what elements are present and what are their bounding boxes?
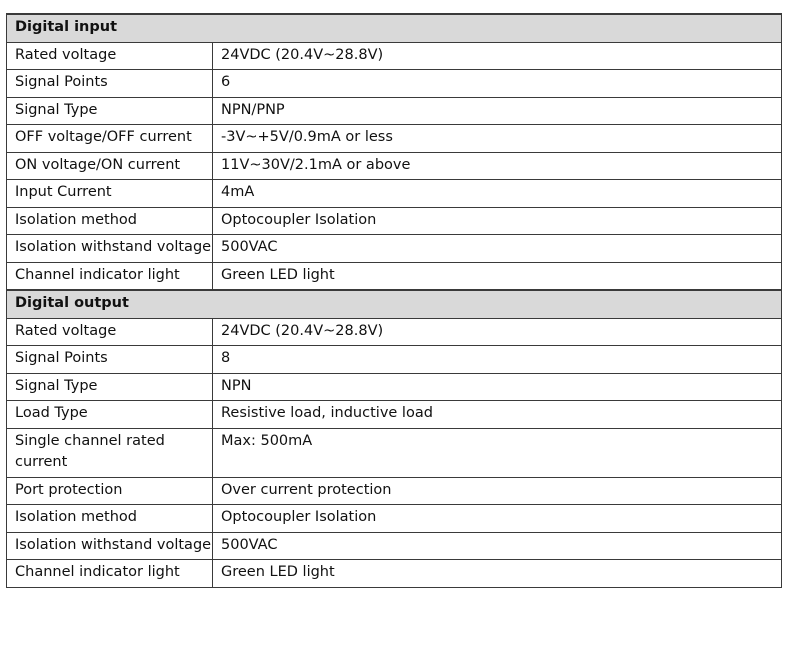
- section-title: Digital output: [7, 290, 782, 318]
- row-label: Signal Points: [7, 70, 213, 98]
- row-label: Channel indicator light: [7, 560, 213, 588]
- row-value: 500VAC: [213, 532, 782, 560]
- table-row: [7, 532, 782, 560]
- row-label: Isolation method: [7, 207, 213, 235]
- row-value: NPN: [213, 373, 782, 401]
- section-header-digital-input: [7, 14, 782, 42]
- table-row: [7, 70, 782, 98]
- row-label: Rated voltage: [7, 42, 213, 70]
- row-value: Resistive load, inductive load: [213, 401, 782, 429]
- table-row: [7, 346, 782, 374]
- table-row: [7, 97, 782, 125]
- table-row: [7, 428, 782, 477]
- table-row: [7, 42, 782, 70]
- row-label: Isolation withstand voltage: [7, 235, 213, 263]
- row-label: Isolation method: [7, 505, 213, 533]
- row-value: Max: 500mA: [213, 428, 782, 477]
- spec-table: [6, 13, 782, 588]
- row-value: 24VDC (20.4V~28.8V): [213, 42, 782, 70]
- table-row: [7, 180, 782, 208]
- table-row: [7, 560, 782, 588]
- table-row: [7, 373, 782, 401]
- row-label: Isolation withstand voltage: [7, 532, 213, 560]
- row-value: 500VAC: [213, 235, 782, 263]
- row-value: Green LED light: [213, 262, 782, 290]
- table-row: [7, 235, 782, 263]
- table-row: [7, 207, 782, 235]
- row-label: Load Type: [7, 401, 213, 429]
- table-row: [7, 125, 782, 153]
- row-value: 4mA: [213, 180, 782, 208]
- row-label: Single channel rated current: [7, 428, 213, 477]
- row-label: ON voltage/ON current: [7, 152, 213, 180]
- row-label: Channel indicator light: [7, 262, 213, 290]
- table-row: [7, 318, 782, 346]
- row-label: Rated voltage: [7, 318, 213, 346]
- row-label: Input Current: [7, 180, 213, 208]
- row-value: 24VDC (20.4V~28.8V): [213, 318, 782, 346]
- table-row: [7, 262, 782, 290]
- table-row: [7, 505, 782, 533]
- row-value: -3V~+5V/0.9mA or less: [213, 125, 782, 153]
- row-label: Signal Type: [7, 373, 213, 401]
- row-label: Signal Points: [7, 346, 213, 374]
- row-label: OFF voltage/OFF current: [7, 125, 213, 153]
- section-header-digital-output: [7, 290, 782, 318]
- row-value: Optocoupler Isolation: [213, 505, 782, 533]
- table-row: [7, 401, 782, 429]
- spec-table-body: [7, 14, 782, 587]
- row-label: Signal Type: [7, 97, 213, 125]
- section-title: Digital input: [7, 14, 782, 42]
- row-label: Port protection: [7, 477, 213, 505]
- row-value: 11V~30V/2.1mA or above: [213, 152, 782, 180]
- row-value: 8: [213, 346, 782, 374]
- row-value: Over current protection: [213, 477, 782, 505]
- row-value: NPN/PNP: [213, 97, 782, 125]
- table-row: [7, 477, 782, 505]
- row-value: Green LED light: [213, 560, 782, 588]
- row-value: 6: [213, 70, 782, 98]
- table-row: [7, 152, 782, 180]
- row-value: Optocoupler Isolation: [213, 207, 782, 235]
